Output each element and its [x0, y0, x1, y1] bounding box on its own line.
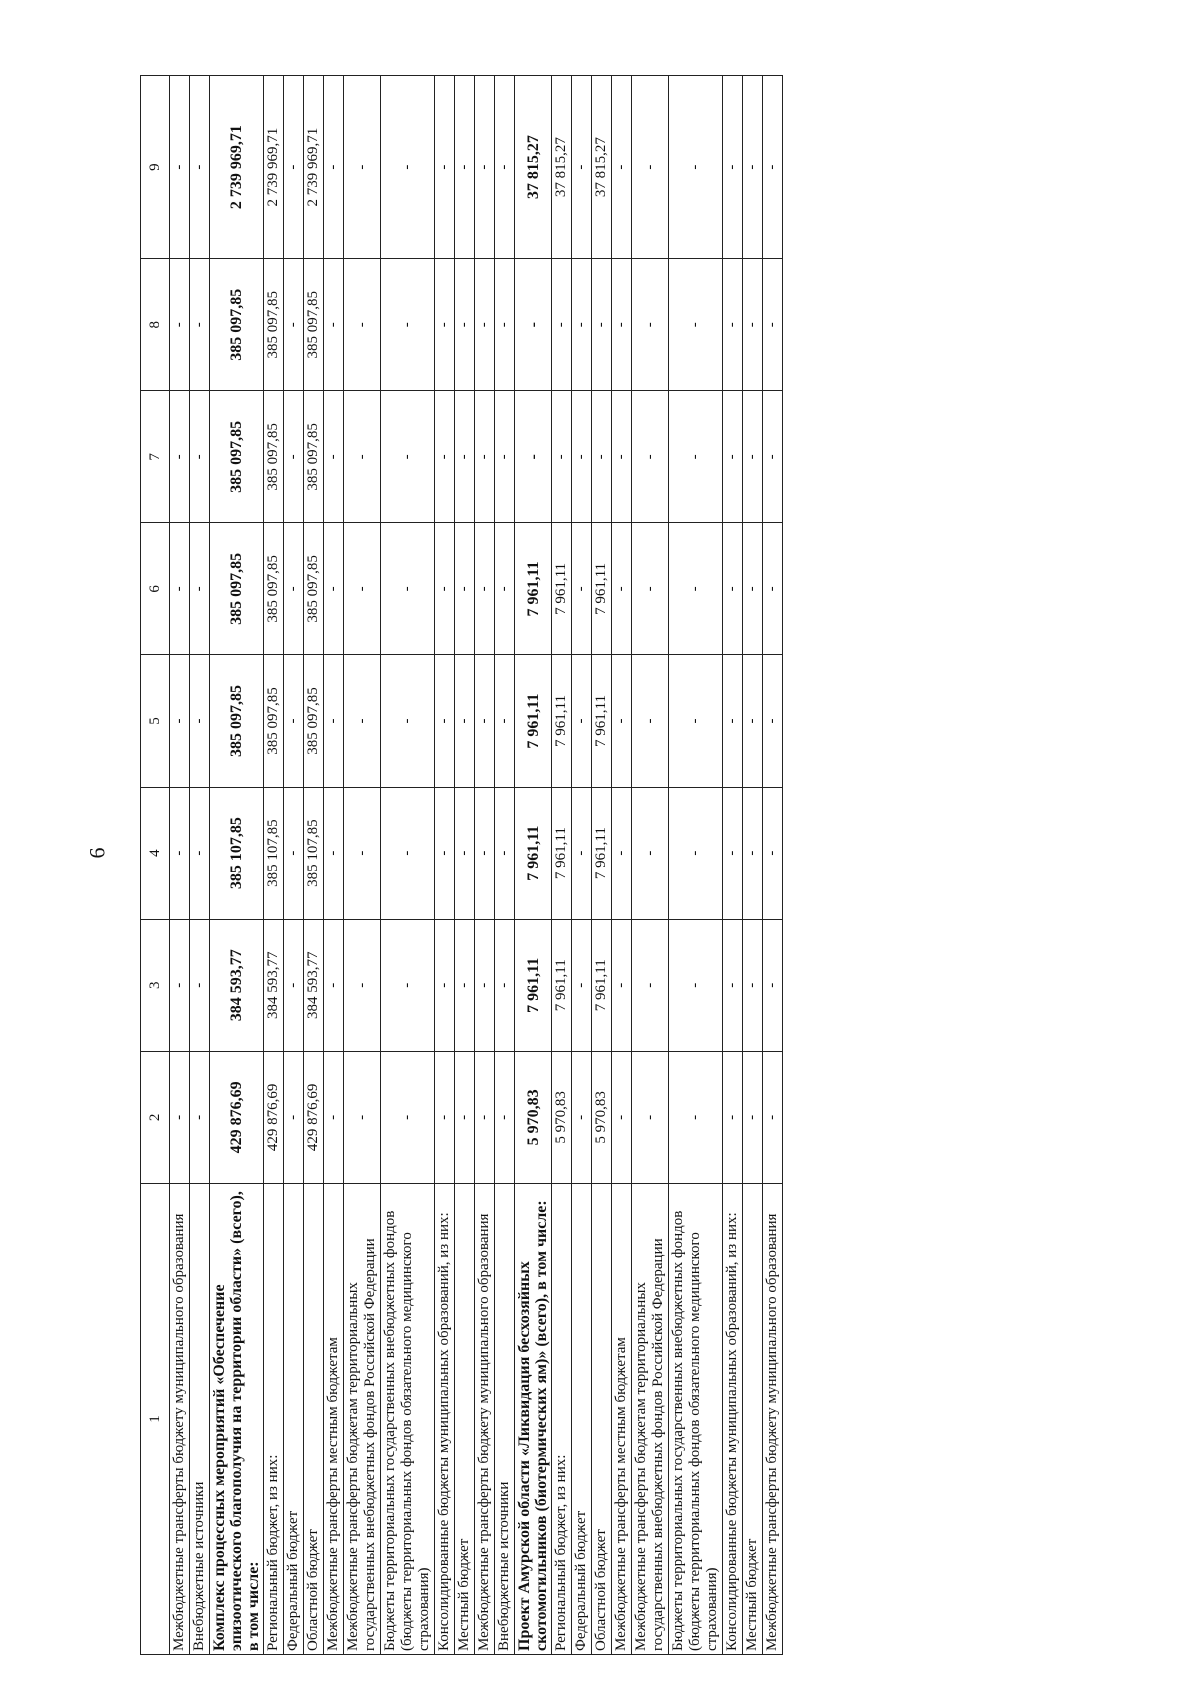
table-cell: 385 097,85 [210, 523, 264, 655]
table-cell: - [381, 919, 435, 1051]
column-header-8: 8 [141, 259, 170, 391]
table-cell: - [723, 655, 743, 787]
row-label: Межбюджетные трансферты бюджету муниципального образования [475, 1183, 495, 1654]
table-cell: - [324, 787, 344, 919]
table-row [612, 76, 632, 1655]
table-cell: 7 961,11 [552, 655, 572, 787]
table-cell: - [592, 391, 612, 523]
table-cell: - [669, 259, 723, 391]
table-cell: - [190, 259, 210, 391]
table-cell: - [723, 391, 743, 523]
table-cell: - [455, 919, 475, 1051]
table-cell: 429 876,69 [304, 1051, 324, 1183]
table-cell: - [495, 919, 515, 1051]
table-cell: 7 961,11 [592, 787, 612, 919]
table-cell: - [632, 655, 669, 787]
column-header-3: 3 [141, 919, 170, 1051]
table-cell: 385 107,85 [304, 787, 324, 919]
table-cell: - [743, 259, 763, 391]
table-cell: - [495, 391, 515, 523]
table-cell: - [723, 919, 743, 1051]
table-cell: 385 097,85 [304, 259, 324, 391]
table-cell: - [190, 919, 210, 1051]
table-row [284, 76, 304, 1655]
table-row [455, 76, 475, 1655]
table-cell: - [284, 1051, 304, 1183]
column-header-6: 6 [141, 523, 170, 655]
table-cell: - [763, 391, 783, 523]
table-cell: 7 961,11 [515, 919, 552, 1051]
table-cell: - [763, 523, 783, 655]
table-cell: - [170, 787, 190, 919]
table-cell: - [743, 787, 763, 919]
table-cell: - [381, 1051, 435, 1183]
table-cell: - [475, 523, 495, 655]
row-label: Межбюджетные трансферты бюджетам территориальных государственных внебюджетных фондов Российской Федерации [344, 1183, 381, 1654]
table-cell: - [344, 391, 381, 523]
table-cell: 384 593,77 [210, 919, 264, 1051]
table-cell: 7 961,11 [592, 523, 612, 655]
table-cell: - [284, 655, 304, 787]
table-cell: 7 961,11 [592, 655, 612, 787]
table-cell: - [324, 76, 344, 259]
table-row [743, 76, 763, 1655]
table-cell: - [495, 655, 515, 787]
row-label: Бюджеты территориальных государственных внебюджетных фондов (бюджеты территориальных фондов обязательного медицинского страхования) [381, 1183, 435, 1654]
table-row [475, 76, 495, 1655]
row-label: Региональный бюджет, из них: [264, 1183, 284, 1654]
table-cell: - [455, 523, 475, 655]
table-cell: 385 097,85 [210, 391, 264, 523]
table-cell: - [743, 76, 763, 259]
table-cell: - [515, 391, 552, 523]
table-cell: - [455, 76, 475, 259]
table-cell: - [381, 76, 435, 259]
table-cell: - [632, 1051, 669, 1183]
table-cell: - [572, 76, 592, 259]
row-label: Проект Амурской области «Ликвидация бесхозяйных скотомогильников (биотермических ям)» (всего), в том числе: [515, 1183, 552, 1654]
table-cell: - [435, 391, 455, 523]
table-cell: - [723, 787, 743, 919]
table-cell: - [344, 76, 381, 259]
table-cell: 7 961,11 [592, 919, 612, 1051]
row-label: Межбюджетные трансферты местным бюджетам [324, 1183, 344, 1654]
table-cell: - [763, 919, 783, 1051]
column-header-1: 1 [141, 1183, 170, 1654]
row-label: Консолидированные бюджеты муниципальных образований, из них: [435, 1183, 455, 1654]
table-cell: - [170, 391, 190, 523]
table-cell: - [743, 919, 763, 1051]
table-cell: - [763, 76, 783, 259]
table-cell: - [435, 523, 455, 655]
table-cell: 2 739 969,71 [210, 76, 264, 259]
table-cell: - [612, 919, 632, 1051]
table-cell: - [763, 1051, 783, 1183]
table-cell: - [743, 1051, 763, 1183]
table-cell: - [381, 391, 435, 523]
table-cell: 385 097,85 [210, 655, 264, 787]
table-cell: - [170, 76, 190, 259]
table-cell: - [475, 655, 495, 787]
table-cell: 385 097,85 [264, 655, 284, 787]
table-cell: - [344, 919, 381, 1051]
table-row [190, 76, 210, 1655]
table-cell: 7 961,11 [515, 523, 552, 655]
row-label: Комплекс процессных мероприятий «Обеспечение эпизоотического благополучия на территории области» (всего), в том числе: [210, 1183, 264, 1654]
table-cell: 385 107,85 [210, 787, 264, 919]
table-row [264, 76, 284, 1655]
table-cell: - [743, 523, 763, 655]
table-cell: - [612, 1051, 632, 1183]
table-cell: - [284, 523, 304, 655]
table-row [381, 76, 435, 1655]
table-cell: - [632, 391, 669, 523]
table-cell: 429 876,69 [210, 1051, 264, 1183]
table-cell: - [344, 1051, 381, 1183]
table-cell: - [632, 919, 669, 1051]
table-row [592, 76, 612, 1655]
table-cell: - [763, 787, 783, 919]
table-cell: 385 097,85 [264, 259, 284, 391]
table-cell: - [324, 1051, 344, 1183]
table-cell: - [475, 391, 495, 523]
table-cell: - [723, 259, 743, 391]
table-cell: - [669, 391, 723, 523]
table-cell: - [572, 259, 592, 391]
table-body [170, 76, 783, 1655]
row-label: Федеральный бюджет [284, 1183, 304, 1654]
table-row [435, 76, 455, 1655]
table-cell: - [190, 391, 210, 523]
table-cell: 429 876,69 [264, 1051, 284, 1183]
row-label: Межбюджетные трансферты бюджету муниципального образования [170, 1183, 190, 1654]
table-row [304, 76, 324, 1655]
table-cell: - [344, 523, 381, 655]
row-label: Бюджеты территориальных государственных внебюджетных фондов (бюджеты территориальных фондов обязательного медицинского страхования) [669, 1183, 723, 1654]
table-cell: - [190, 1051, 210, 1183]
table-cell: - [612, 787, 632, 919]
table-cell: 385 097,85 [304, 655, 324, 787]
table-cell: 384 593,77 [304, 919, 324, 1051]
table-cell: - [763, 655, 783, 787]
table-cell: - [435, 919, 455, 1051]
table-cell: 37 815,27 [515, 76, 552, 259]
table-cell: - [669, 1051, 723, 1183]
table-cell: - [475, 919, 495, 1051]
table-cell: 384 593,77 [264, 919, 284, 1051]
row-label: Региональный бюджет, из них: [552, 1183, 572, 1654]
rotated-page [140, 75, 1075, 1655]
table-cell: 5 970,83 [515, 1051, 552, 1183]
table-cell: - [612, 523, 632, 655]
table-cell: - [763, 259, 783, 391]
table-cell: - [552, 259, 572, 391]
table-cell: - [455, 655, 475, 787]
table-cell: - [190, 76, 210, 259]
table-cell: - [435, 76, 455, 259]
table-cell: - [455, 787, 475, 919]
table-cell: 385 097,85 [304, 523, 324, 655]
table-row [324, 76, 344, 1655]
table-cell: - [324, 919, 344, 1051]
table-cell: - [743, 655, 763, 787]
table-cell: - [190, 523, 210, 655]
table-cell: - [515, 259, 552, 391]
table-cell: - [435, 787, 455, 919]
table-cell: - [669, 523, 723, 655]
row-label: Консолидированные бюджеты муниципальных образований, из них: [723, 1183, 743, 1654]
table-cell: 7 961,11 [552, 787, 572, 919]
table-cell: - [723, 1051, 743, 1183]
column-header-7: 7 [141, 391, 170, 523]
table-row [552, 76, 572, 1655]
table-header-row [141, 76, 170, 1655]
table-cell: - [572, 523, 592, 655]
row-label: Областной бюджет [592, 1183, 612, 1654]
table-cell: - [170, 655, 190, 787]
table-cell: - [612, 655, 632, 787]
table-cell: - [632, 787, 669, 919]
table-cell: - [170, 1051, 190, 1183]
table-cell: - [495, 259, 515, 391]
table-cell: - [344, 259, 381, 391]
table-cell: - [455, 1051, 475, 1183]
table-row [763, 76, 783, 1655]
table-cell: - [324, 391, 344, 523]
table-cell: - [170, 259, 190, 391]
table-cell: 7 961,11 [515, 655, 552, 787]
table-row [669, 76, 723, 1655]
row-label: Межбюджетные трансферты местным бюджетам [612, 1183, 632, 1654]
table-cell: - [435, 655, 455, 787]
table-cell: - [669, 655, 723, 787]
table-cell: 385 097,85 [264, 523, 284, 655]
row-label: Межбюджетные трансферты бюджету муниципального образования [763, 1183, 783, 1654]
table-cell: - [743, 391, 763, 523]
table-cell: - [344, 655, 381, 787]
row-label: Внебюджетные источники [495, 1183, 515, 1654]
table-row [495, 76, 515, 1655]
table-cell: - [170, 523, 190, 655]
table-cell: 37 815,27 [552, 76, 572, 259]
row-label: Внебюджетные источники [190, 1183, 210, 1654]
table-row [170, 76, 190, 1655]
table-row [210, 76, 264, 1655]
table-row [344, 76, 381, 1655]
table-cell: - [344, 787, 381, 919]
table-cell: 5 970,83 [552, 1051, 572, 1183]
table-cell: - [435, 259, 455, 391]
table-cell: - [435, 1051, 455, 1183]
table-cell: - [170, 919, 190, 1051]
table-cell: - [455, 259, 475, 391]
row-label: Местный бюджет [743, 1183, 763, 1654]
table-cell: - [612, 259, 632, 391]
table-cell: - [475, 1051, 495, 1183]
table-cell: 7 961,11 [552, 919, 572, 1051]
table-cell: - [612, 391, 632, 523]
table-cell: - [669, 76, 723, 259]
table-row [723, 76, 743, 1655]
table-cell: 2 739 969,71 [264, 76, 284, 259]
table-cell: - [475, 76, 495, 259]
table-cell: 7 961,11 [515, 787, 552, 919]
table-cell: - [324, 523, 344, 655]
table-cell: 7 961,11 [552, 523, 572, 655]
table-cell: - [632, 259, 669, 391]
table-row [572, 76, 592, 1655]
table-cell: - [324, 655, 344, 787]
row-label: Федеральный бюджет [572, 1183, 592, 1654]
table-cell: - [572, 1051, 592, 1183]
table-cell: - [190, 655, 210, 787]
table-cell: - [572, 919, 592, 1051]
table-cell: - [475, 787, 495, 919]
table-cell: - [324, 259, 344, 391]
budget-table [140, 75, 783, 1655]
table-row [515, 76, 552, 1655]
table-row [632, 76, 669, 1655]
column-header-5: 5 [141, 655, 170, 787]
table-cell: - [495, 787, 515, 919]
table-cell: - [284, 787, 304, 919]
table-cell: - [723, 523, 743, 655]
table-cell: - [381, 259, 435, 391]
table-cell: - [495, 76, 515, 259]
table-cell: - [284, 919, 304, 1051]
table-cell: - [669, 919, 723, 1051]
table-cell: - [381, 787, 435, 919]
table-cell: - [381, 523, 435, 655]
table-cell: - [190, 787, 210, 919]
table-cell: - [495, 1051, 515, 1183]
table-cell: - [632, 76, 669, 259]
table-cell: - [284, 76, 304, 259]
column-header-9: 9 [141, 76, 170, 259]
table-cell: - [572, 391, 592, 523]
table-cell: - [612, 76, 632, 259]
table-cell: - [723, 76, 743, 259]
table-cell: - [495, 523, 515, 655]
row-label: Областной бюджет [304, 1183, 324, 1654]
table-cell: - [572, 655, 592, 787]
table-cell: 2 739 969,71 [304, 76, 324, 259]
table-cell: 5 970,83 [592, 1051, 612, 1183]
table-cell: - [669, 787, 723, 919]
table-cell: 385 097,85 [264, 391, 284, 523]
table-cell: - [284, 259, 304, 391]
table-cell: - [592, 259, 612, 391]
table-cell: - [455, 391, 475, 523]
table-cell: - [572, 787, 592, 919]
table-cell: - [552, 391, 572, 523]
column-header-2: 2 [141, 1051, 170, 1183]
table-cell: - [284, 391, 304, 523]
row-label: Межбюджетные трансферты бюджетам территориальных государственных внебюджетных фондов Российской Федерации [632, 1183, 669, 1654]
table-cell: 385 107,85 [264, 787, 284, 919]
table-cell: - [632, 523, 669, 655]
table-cell: - [381, 655, 435, 787]
column-header-4: 4 [141, 787, 170, 919]
page-number: 6 [84, 847, 110, 859]
row-label: Местный бюджет [455, 1183, 475, 1654]
table-cell: 385 097,85 [210, 259, 264, 391]
table-cell: 385 097,85 [304, 391, 324, 523]
table-cell: - [475, 259, 495, 391]
table-cell: 37 815,27 [592, 76, 612, 259]
